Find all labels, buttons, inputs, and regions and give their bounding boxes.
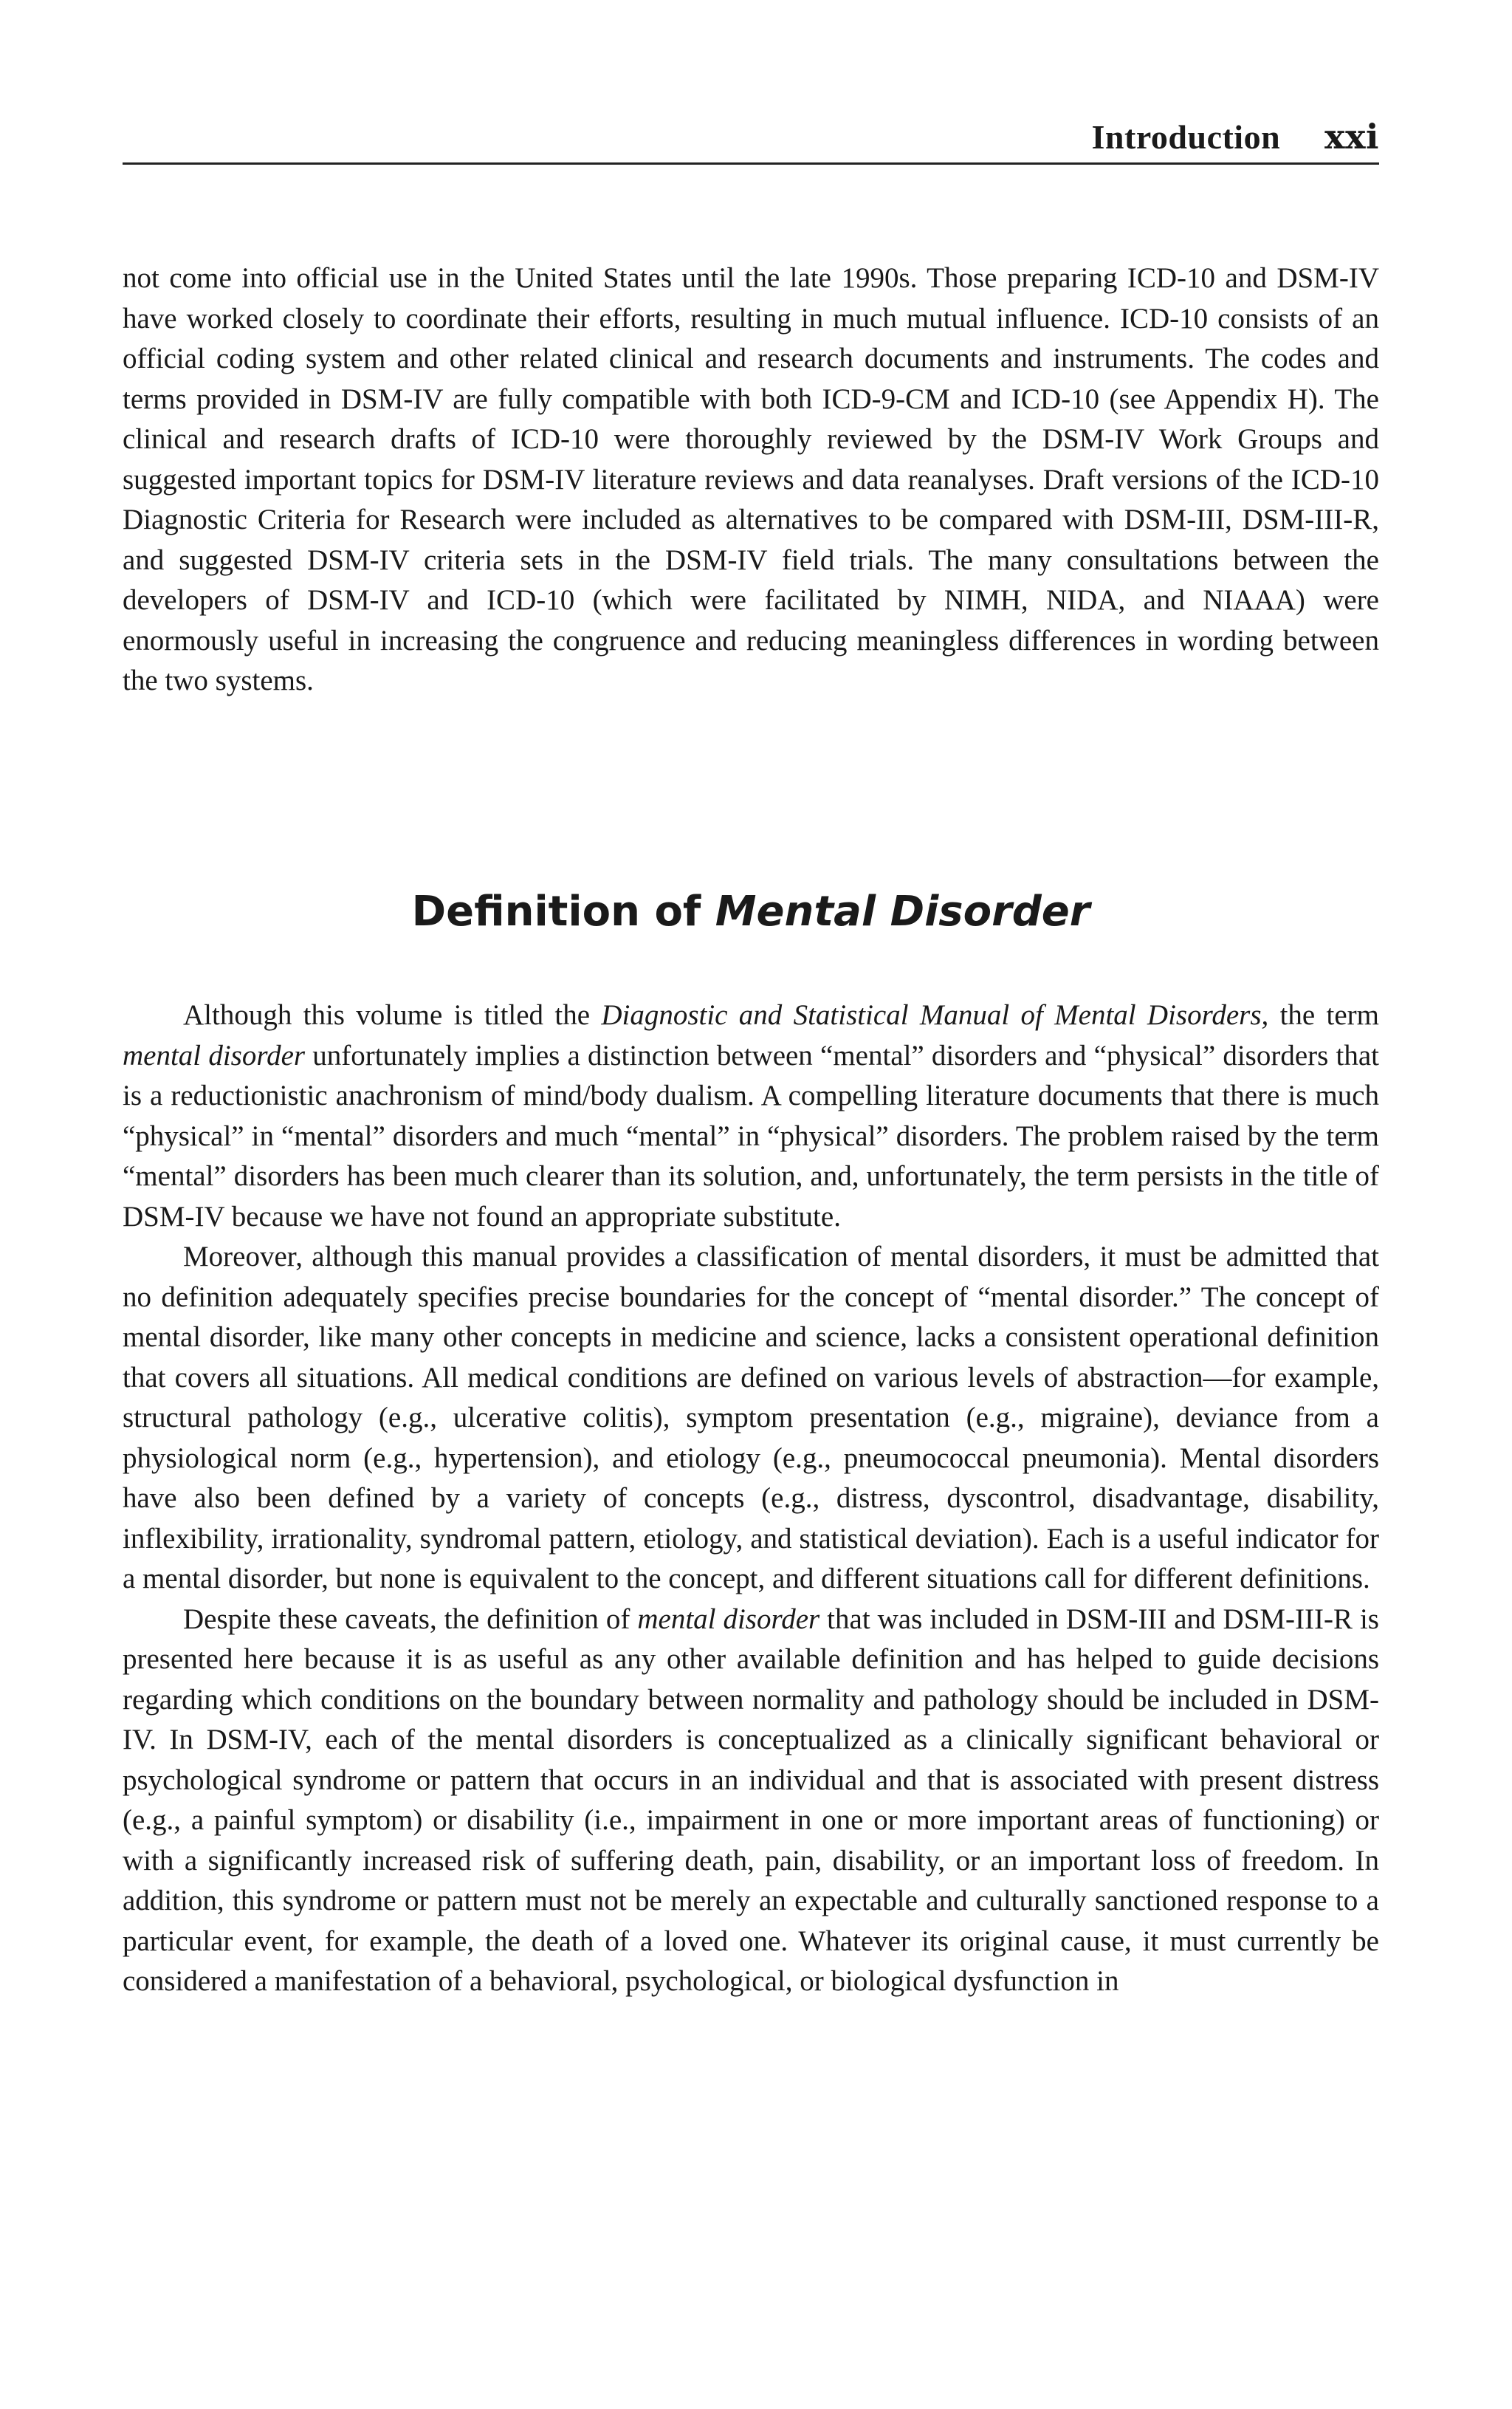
paragraph-3 [123,1600,1379,2002]
paragraph-3-part1: Despite these caveats, the definition of [183,1603,638,1635]
continued-paragraph: not come into official use in the United States until the late 1990s. Those preparing ICD-10 and DSM-IV have worked closely to coordinate their efforts, resulting in much mutual influence. ICD-10 consists of an official coding system and other related clinical and research documents and instruments. The codes and terms provided in DSM-IV are fully compatible with both ICD-9-CM and ICD-10 (see Appendix H). The clinical and research drafts of ICD-10 were thoroughly reviewed by the DSM-IV Work Groups and suggested important topics for DSM-IV literature reviews and data reanalyses. Draft versions of the ICD-10 Diagnostic Criteria for Research were included as alternatives to be compared with DSM-III, DSM-III-R, and suggested DSM-IV criteria sets in the DSM-IV field trials. The many consultations between the developers of DSM-IV and ICD-10 (which were facilitated by NIMH, NIDA, and NIAAA) were enormously useful in increasing the congruence and reducing meaningless differences in wording between the two systems. [123,262,1379,696]
term-mental-disorder: mental disorder [123,1039,306,1072]
continued-text-block [123,258,1379,702]
running-header [123,111,1379,165]
paragraph-3-part2: that was included in DSM-III and DSM-III-R is presented here because it is as useful as any other available definition and has helped to guide decisions regarding which conditions on the boundary between normality and pathology should be included in DSM-IV. In DSM-IV, each of the mental disorders is conceptualized as a clinically significant behavioral or psychological syndrome or pattern that occurs in an individual and that is associated with present distress (e.g., a painful symptom) or disability (i.e., impairment in one or more important areas of functioning) or with a significantly increased risk of suffering death, pain, disability, or an important loss of freedom. In addition, this syndrome or pattern must not be merely an expectable and culturally sanctioned response to a particular event, for example, the death of a loved one. Whatever its original cause, it must currently be considered a manifestation of a behavioral, psychological, or biological dysfunction in [123,1603,1379,1997]
manual-title: Diagnostic and Statistical Manual of Mental Disorders, [601,999,1269,1031]
section-body [123,996,1379,2002]
paragraph-1-part2: the term [1268,999,1379,1031]
page-number: xxi [1324,117,1379,157]
section-heading-plain: Definition of [411,888,715,936]
term-mental-disorder-2: mental disorder [637,1603,820,1635]
paragraph-1-part3: unfortunately implies a distinction between “mental” disorders and “physical” disorders that is a reductionistic anachronism of mind/body dualism. A compelling literature documents that there is much “physical” in “mental” disorders and much “mental” in “physical” disorders. The problem raised by the term “mental” disorders has been much clearer than its solution, and, unfortunately, the term persists in the title of DSM-IV because we have not found an appropriate substitute. [123,1039,1379,1233]
paragraph-1-part1: Although this volume is titled the [183,999,602,1031]
section-heading-italic: Mental Disorder [715,888,1090,936]
section-heading [123,883,1379,942]
header-section-title: Introduction [1091,118,1281,156]
paragraph-1 [123,996,1379,1237]
paragraph-2: Moreover, although this manual provides a classification of mental disorders, it must be admitted that no definition adequately specifies precise boundaries for the concept of “mental disorder.” The concept of mental disorder, like many other concepts in medicine and science, lacks a consistent operational definition that covers all situations. All medical conditions are defined on various levels of abstraction—for example, structural pathology (e.g., ulcerative colitis), symptom presentation (e.g., migraine), deviance from a physiological norm (e.g., hypertension), and etiology (e.g., pneumococcal pneumonia). Mental disorders have also been defined by a variety of concepts (e.g., distress, dyscontrol, disadvantage, disability, inflexibility, irrationality, syndromal pattern, etiology, and statistical deviation). Each is a useful indicator for a mental disorder, but none is equivalent to the concept, and different situations call for different definitions. [123,1241,1379,1594]
